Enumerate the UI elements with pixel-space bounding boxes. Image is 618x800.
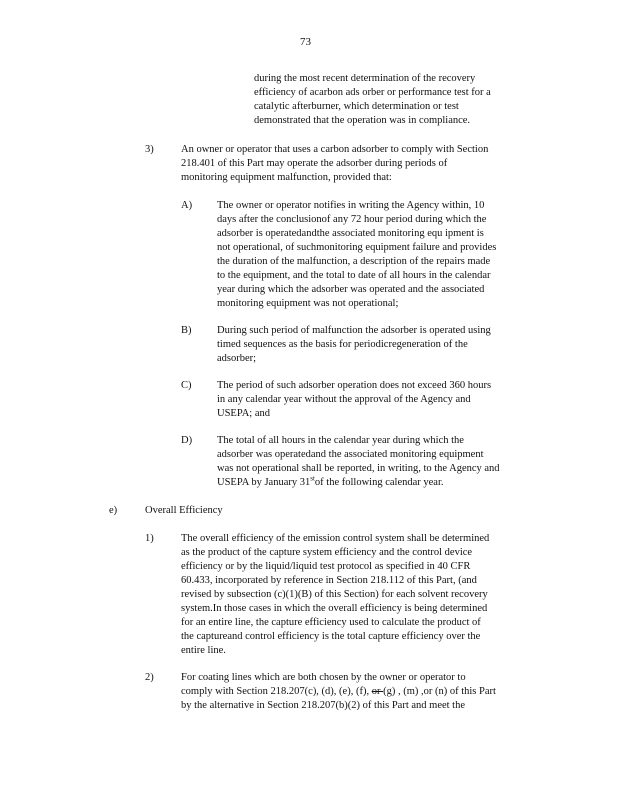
subitem-b-text bbox=[217, 324, 535, 366]
text-line: entire line. bbox=[181, 645, 226, 656]
text-line: demonstrated that the operation was in compliance. bbox=[254, 115, 471, 126]
text-line: to the equipment, and the total to date of all hours in the calendar bbox=[217, 270, 491, 281]
text-line: The period of such adsorber operation does not exceed 360 hours bbox=[217, 380, 492, 391]
text-line: revised by subsection (c)(1)(B) of this Section) for each solvent recovery bbox=[181, 589, 488, 600]
text-line: by the alternative in Section 218.207(b)(2) of this Part and meet the bbox=[181, 700, 466, 711]
text-line: The owner or operator notifies in writing the Agency within, 10 bbox=[217, 200, 485, 211]
text-line: the captureand control efficiency is the total capture efficiency over the bbox=[181, 631, 481, 642]
e-item-2-text bbox=[181, 671, 526, 713]
e-item-1-label: 1) bbox=[145, 533, 154, 544]
text-line: in any calendar year without the approval of the Agency and bbox=[217, 394, 471, 405]
text-line bbox=[217, 476, 547, 490]
ordinal-superscript: st bbox=[310, 474, 315, 483]
subitem-d-text bbox=[217, 434, 547, 490]
text-line: days after the conclusionof any 72 hour period during which the bbox=[217, 214, 487, 225]
text-line: During such period of malfunction the adsorber is operated using bbox=[217, 325, 491, 336]
section-e-title: Overall Efficiency bbox=[145, 505, 223, 516]
text-line: monitoring equipment malfunction, provided that: bbox=[181, 172, 392, 183]
item-3-label: 3) bbox=[145, 144, 154, 155]
page-number: 73 bbox=[300, 36, 311, 48]
text-line: as the product of the capture system efficiency and the control device bbox=[181, 547, 473, 558]
text-line: USEPA; and bbox=[217, 408, 270, 419]
subitem-c-label: C) bbox=[181, 380, 192, 391]
text-line: not operational, of suchmonitoring equipment failure and provides bbox=[217, 242, 497, 253]
text-line: adsorber was operatedand the associated monitoring equipment bbox=[217, 449, 484, 460]
text-line: adsorber; bbox=[217, 353, 257, 364]
text-run: USEPA by January 31 bbox=[217, 477, 311, 488]
text-line: during the most recent determination of the recovery bbox=[254, 73, 476, 84]
subitem-a-label: A) bbox=[181, 200, 193, 211]
text-line: for an entire line, the capture efficiency used to calculate the product of bbox=[181, 617, 481, 628]
text-run: of the following calendar year. bbox=[314, 477, 444, 488]
text-run: comply with Section 218.207(c), (d), (e), (f), bbox=[181, 686, 372, 697]
text-line: adsorber is operatedandthe associated monitoring equ ipment is bbox=[217, 228, 484, 239]
struck-text: or bbox=[371, 686, 384, 697]
subitem-b-label: B) bbox=[181, 325, 192, 336]
text-line: monitoring equipment was not operational; bbox=[217, 298, 399, 309]
section-e-label: e) bbox=[109, 505, 118, 516]
text-line: catalytic afterburner, which determination or test bbox=[254, 101, 459, 112]
intro-fragment bbox=[254, 72, 529, 128]
text-line: For coating lines which are both chosen by the owner or operator to bbox=[181, 672, 466, 683]
subitem-d-label: D) bbox=[181, 435, 193, 446]
text-line: 218.401 of this Part may operate the adsorber during periods of bbox=[181, 158, 448, 169]
item-3-text bbox=[181, 143, 531, 185]
e-item-2-label: 2) bbox=[145, 672, 154, 683]
text-line: was not operational shall be reported, in writing, to the Agency and bbox=[217, 463, 500, 474]
text-line: 60.433, incorporated by reference in Section 218.112 of this Part, (and bbox=[181, 575, 477, 586]
text-line: system.In those cases in which the overall efficiency is being determined bbox=[181, 603, 488, 614]
text-line: the duration of the malfunction, a description of the repairs made bbox=[217, 256, 491, 267]
text-line: year during which the adsorber was operated and the associated bbox=[217, 284, 485, 295]
text-run: (g) , (m) ,or (n) of this Part bbox=[383, 686, 496, 697]
text-line: An owner or operator that uses a carbon adsorber to comply with Section bbox=[181, 144, 489, 155]
text-line: timed sequences as the basis for periodicregeneration of the bbox=[217, 339, 468, 350]
text-line: The total of all hours in the calendar year during which the bbox=[217, 435, 464, 446]
text-line: efficiency of acarbon ads orber or performance test for a bbox=[254, 87, 491, 98]
subitem-a-text bbox=[217, 199, 535, 311]
text-line bbox=[181, 685, 526, 699]
e-item-1-text bbox=[181, 532, 526, 658]
subitem-c-text bbox=[217, 379, 535, 421]
text-line: The overall efficiency of the emission control system shall be determined bbox=[181, 533, 490, 544]
text-line: efficiency or by the liquid/liquid test protocol as specified in 40 CFR bbox=[181, 561, 471, 572]
